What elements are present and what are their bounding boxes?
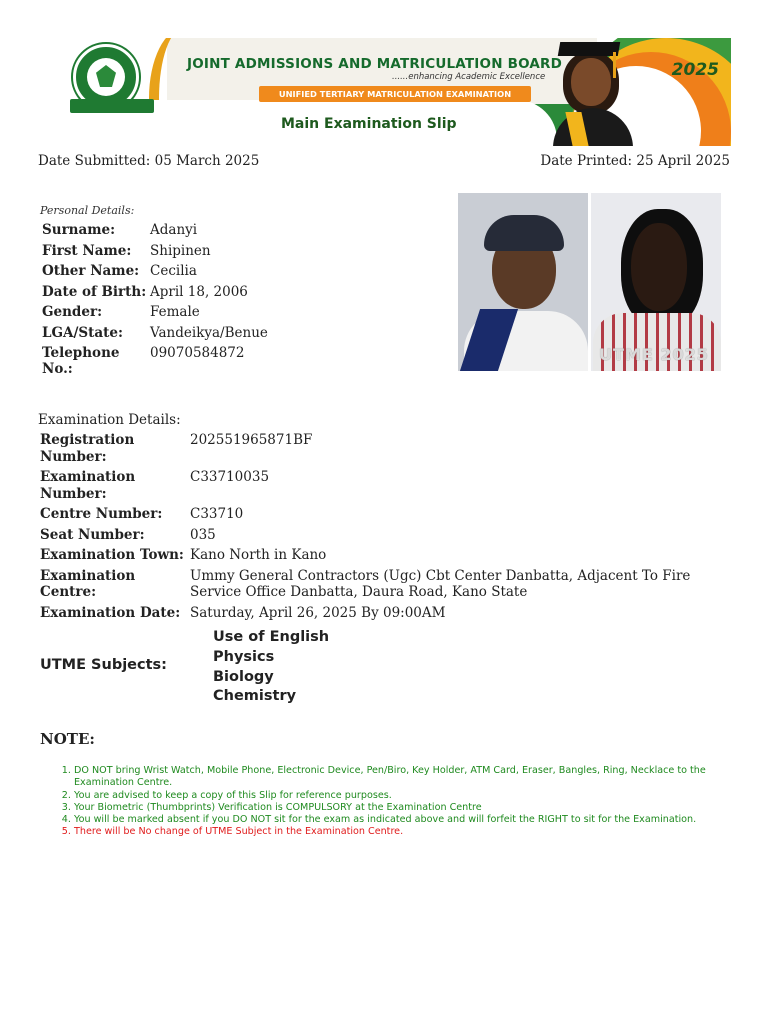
board-tagline: ......enhancing Academic Excellence: [392, 72, 546, 82]
exam-details-table: [40, 432, 730, 625]
detail-label: Surname:: [42, 222, 116, 238]
detail-value: 035: [190, 526, 216, 543]
detail-value: Saturday, April 26, 2025 By 09:00AM: [190, 604, 446, 621]
detail-value: C33710035: [190, 469, 270, 485]
detail-label: Registration Number:: [40, 432, 135, 465]
detail-label: Examination Town:: [40, 547, 184, 563]
banner-year: 2025: [671, 60, 719, 80]
header-banner: [37, 38, 731, 146]
note-title: NOTE:: [40, 730, 95, 748]
utme-subjects-list: [213, 628, 329, 707]
logo-ribbon: [70, 99, 154, 113]
graduation-cap-icon: [558, 42, 620, 56]
date-submitted: Date Submitted: 05 March 2025: [38, 153, 260, 169]
candidate-passport-photo: [458, 193, 588, 371]
detail-value: Kano North in Kano: [190, 547, 327, 563]
date-printed: Date Printed: 25 April 2025: [540, 153, 730, 169]
detail-label: Other Name:: [42, 263, 140, 279]
detail-row: [40, 547, 730, 568]
utme-subjects-label: UTME Subjects:: [40, 657, 167, 673]
detail-value: Ummy General Contractors (Ugc) Cbt Center Danbatta, Adjacent To Fire Service Office Danbatta, Daura Road, Kano State: [190, 567, 691, 600]
jamb-logo: [73, 44, 139, 110]
graduate-illustration: [547, 42, 639, 146]
detail-row: [42, 304, 268, 325]
detail-value: Cecilia: [150, 263, 197, 279]
slip-title: Main Examination Slip: [281, 116, 457, 132]
detail-row: [42, 222, 268, 243]
detail-label: Examination Date:: [40, 604, 181, 621]
detail-label: LGA/State:: [42, 324, 123, 341]
personal-details-table: [42, 222, 268, 377]
note-item-warning: 5. There will be No change of UTME Subject in the Examination Centre.: [74, 826, 734, 838]
subject-item: Chemistry: [213, 688, 297, 705]
exam-details-heading: Examination Details:: [38, 412, 181, 428]
detail-row: [42, 325, 268, 346]
detail-row: [40, 527, 730, 548]
note-item: 4. You will be marked absent if you DO NOT sit for the exam as indicated above and will forfeit the RIGHT to sit for the Examination.: [74, 814, 734, 826]
detail-label: Date of Birth:: [42, 283, 147, 300]
detail-value: C33710: [190, 506, 244, 522]
detail-label: Examination Number:: [40, 469, 136, 502]
detail-row: [42, 345, 268, 377]
subject-item: Physics: [213, 648, 275, 665]
detail-row: [40, 469, 730, 506]
board-title: JOINT ADMISSIONS AND MATRICULATION BOARD: [187, 56, 563, 72]
detail-row: [40, 605, 730, 626]
detail-value: Vandeikya/Benue: [150, 324, 268, 341]
photo-watermark: UTME 2025: [599, 345, 709, 364]
detail-value: 202551965871BF: [190, 432, 313, 448]
detail-value: April 18, 2006: [150, 283, 248, 300]
detail-row: [40, 506, 730, 527]
detail-row: [40, 568, 730, 605]
detail-value: 09070584872: [150, 345, 245, 361]
note-item: 1. DO NOT bring Wrist Watch, Mobile Phone, Electronic Device, Pen/Biro, Key Holder, ATM Card, Eraser, Bangles, Ring, Necklace to the Examination Centre.: [74, 765, 734, 790]
detail-row: [42, 284, 268, 305]
detail-label: Examination Centre:: [40, 567, 136, 600]
personal-details-heading: Personal Details:: [40, 204, 135, 217]
subject-item: Biology: [213, 668, 274, 685]
detail-label: Seat Number:: [40, 526, 145, 543]
detail-row: [42, 263, 268, 284]
detail-value: Adanyi: [150, 222, 198, 238]
note-item: 3. Your Biometric (Thumbprints) Verification is COMPULSORY at the Examination Centre: [74, 802, 734, 814]
note-item: 2. You are advised to keep a copy of this Slip for reference purposes.: [74, 790, 734, 802]
detail-row: [40, 432, 730, 469]
subject-item: Use of English: [213, 629, 330, 645]
candidate-capture-photo: [591, 193, 721, 371]
detail-label: Telephone No.:: [42, 345, 120, 377]
notes-list: [62, 765, 734, 839]
detail-label: Gender:: [42, 304, 103, 320]
detail-label: Centre Number:: [40, 506, 163, 522]
detail-row: [42, 243, 268, 264]
detail-value: Female: [150, 304, 200, 320]
exam-name-bar: UNIFIED TERTIARY MATRICULATION EXAMINATION: [259, 86, 531, 102]
detail-value: Shipinen: [150, 242, 211, 259]
detail-label: First Name:: [42, 242, 132, 259]
